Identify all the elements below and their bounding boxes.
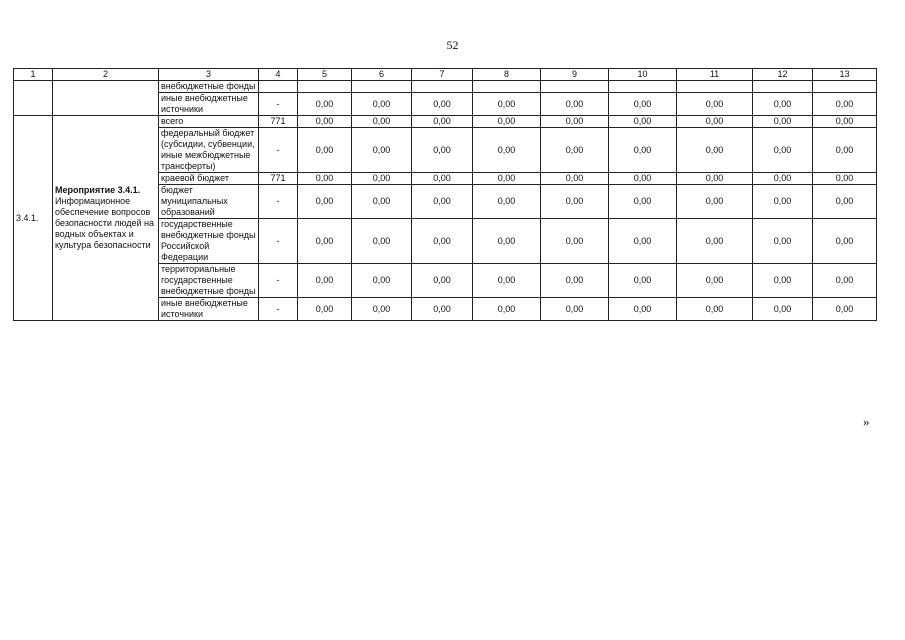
value-cell: 0,00 xyxy=(298,185,352,219)
value-cell: 0,00 xyxy=(412,128,473,173)
value-cell: 0,00 xyxy=(298,93,352,116)
value-cell: 0,00 xyxy=(609,173,677,185)
column-header: 8 xyxy=(473,69,541,81)
code-cell: - xyxy=(259,298,298,321)
value-cell: 0,00 xyxy=(298,219,352,264)
value-cell: 0,00 xyxy=(753,219,813,264)
value-cell: 0,00 xyxy=(753,298,813,321)
value-cell xyxy=(473,81,541,93)
value-cell xyxy=(541,81,609,93)
value-cell: 0,00 xyxy=(813,219,877,264)
value-cell: 0,00 xyxy=(541,264,609,298)
value-cell: 0,00 xyxy=(352,185,412,219)
value-cell: 0,00 xyxy=(352,219,412,264)
table-row xyxy=(14,81,877,93)
value-cell: 0,00 xyxy=(677,116,753,128)
value-cell: 0,00 xyxy=(352,264,412,298)
empty-number-cell xyxy=(14,81,53,116)
value-cell xyxy=(298,81,352,93)
value-cell xyxy=(813,81,877,93)
value-cell: 0,00 xyxy=(298,264,352,298)
value-cell: 0,00 xyxy=(813,185,877,219)
value-cell: 0,00 xyxy=(677,173,753,185)
value-cell xyxy=(412,81,473,93)
value-cell: 0,00 xyxy=(298,298,352,321)
code-cell: - xyxy=(259,219,298,264)
column-header: 9 xyxy=(541,69,609,81)
value-cell: 0,00 xyxy=(473,128,541,173)
value-cell: 0,00 xyxy=(753,93,813,116)
value-cell: 0,00 xyxy=(753,264,813,298)
value-cell: 0,00 xyxy=(609,298,677,321)
value-cell: 0,00 xyxy=(298,128,352,173)
value-cell: 0,00 xyxy=(352,173,412,185)
value-cell: 0,00 xyxy=(412,116,473,128)
code-cell: 771 xyxy=(259,173,298,185)
value-cell xyxy=(753,81,813,93)
funding-source-cell: бюджет муниципальных образований xyxy=(159,185,259,219)
closing-quote: » xyxy=(863,414,870,429)
event-title: Информационное обеспечение вопросов безопасности людей на водных объектах и культура безопасности xyxy=(55,196,154,250)
value-cell: 0,00 xyxy=(412,173,473,185)
budget-table xyxy=(13,68,877,321)
value-cell: 0,00 xyxy=(609,185,677,219)
value-cell: 0,00 xyxy=(412,219,473,264)
column-header: 13 xyxy=(813,69,877,81)
value-cell: 0,00 xyxy=(753,173,813,185)
value-cell: 0,00 xyxy=(541,173,609,185)
event-title-bold: Мероприятие 3.4.1. xyxy=(55,185,141,195)
value-cell: 0,00 xyxy=(677,93,753,116)
value-cell: 0,00 xyxy=(352,298,412,321)
code-cell: 771 xyxy=(259,116,298,128)
funding-source-cell: всего xyxy=(159,116,259,128)
value-cell: 0,00 xyxy=(473,185,541,219)
column-header: 2 xyxy=(53,69,159,81)
value-cell: 0,00 xyxy=(541,128,609,173)
value-cell: 0,00 xyxy=(753,185,813,219)
value-cell: 0,00 xyxy=(473,298,541,321)
code-cell xyxy=(259,81,298,93)
column-header: 11 xyxy=(677,69,753,81)
code-cell: - xyxy=(259,128,298,173)
value-cell: 0,00 xyxy=(412,264,473,298)
value-cell: 0,00 xyxy=(412,185,473,219)
value-cell: 0,00 xyxy=(813,128,877,173)
funding-source-cell: федеральный бюджет (субсидии, субвенции, иные межбюджетные трансферты) xyxy=(159,128,259,173)
table-row xyxy=(14,116,877,128)
value-cell: 0,00 xyxy=(753,116,813,128)
value-cell: 0,00 xyxy=(677,185,753,219)
value-cell: 0,00 xyxy=(753,128,813,173)
value-cell: 0,00 xyxy=(677,264,753,298)
value-cell: 0,00 xyxy=(473,116,541,128)
value-cell: 0,00 xyxy=(813,173,877,185)
funding-source-cell: государственные внебюджетные фонды Российской Федерации xyxy=(159,219,259,264)
value-cell: 0,00 xyxy=(352,128,412,173)
event-number-cell: 3.4.1. xyxy=(14,116,53,321)
value-cell: 0,00 xyxy=(473,264,541,298)
value-cell xyxy=(609,81,677,93)
empty-name-cell xyxy=(53,81,159,116)
value-cell: 0,00 xyxy=(412,298,473,321)
column-header: 1 xyxy=(14,69,53,81)
value-cell: 0,00 xyxy=(609,128,677,173)
code-cell: - xyxy=(259,93,298,116)
value-cell: 0,00 xyxy=(677,128,753,173)
value-cell: 0,00 xyxy=(541,93,609,116)
funding-source-cell: иные внебюджетные источники xyxy=(159,93,259,116)
value-cell: 0,00 xyxy=(352,93,412,116)
value-cell: 0,00 xyxy=(813,116,877,128)
funding-source-cell: внебюджетные фонды xyxy=(159,81,259,93)
value-cell: 0,00 xyxy=(352,116,412,128)
value-cell: 0,00 xyxy=(473,93,541,116)
event-name-cell xyxy=(53,116,159,321)
value-cell: 0,00 xyxy=(609,93,677,116)
page-number: 52 xyxy=(446,38,459,52)
column-header: 12 xyxy=(753,69,813,81)
column-header: 3 xyxy=(159,69,259,81)
value-cell: 0,00 xyxy=(541,298,609,321)
column-header: 7 xyxy=(412,69,473,81)
value-cell: 0,00 xyxy=(473,219,541,264)
value-cell xyxy=(677,81,753,93)
value-cell: 0,00 xyxy=(813,298,877,321)
value-cell: 0,00 xyxy=(677,219,753,264)
column-header: 10 xyxy=(609,69,677,81)
value-cell: 0,00 xyxy=(609,264,677,298)
value-cell: 0,00 xyxy=(412,93,473,116)
value-cell: 0,00 xyxy=(813,93,877,116)
column-header: 4 xyxy=(259,69,298,81)
code-cell: - xyxy=(259,185,298,219)
value-cell: 0,00 xyxy=(541,185,609,219)
value-cell: 0,00 xyxy=(609,219,677,264)
value-cell: 0,00 xyxy=(813,264,877,298)
funding-source-cell: территориальные государственные внебюджетные фонды xyxy=(159,264,259,298)
value-cell: 0,00 xyxy=(609,116,677,128)
value-cell: 0,00 xyxy=(541,116,609,128)
value-cell: 0,00 xyxy=(473,173,541,185)
header-row xyxy=(14,69,877,81)
column-header: 6 xyxy=(352,69,412,81)
code-cell: - xyxy=(259,264,298,298)
funding-source-cell: краевой бюджет xyxy=(159,173,259,185)
value-cell: 0,00 xyxy=(298,116,352,128)
value-cell: 0,00 xyxy=(541,219,609,264)
value-cell: 0,00 xyxy=(677,298,753,321)
value-cell: 0,00 xyxy=(298,173,352,185)
value-cell xyxy=(352,81,412,93)
column-header: 5 xyxy=(298,69,352,81)
funding-source-cell: иные внебюджетные источники xyxy=(159,298,259,321)
